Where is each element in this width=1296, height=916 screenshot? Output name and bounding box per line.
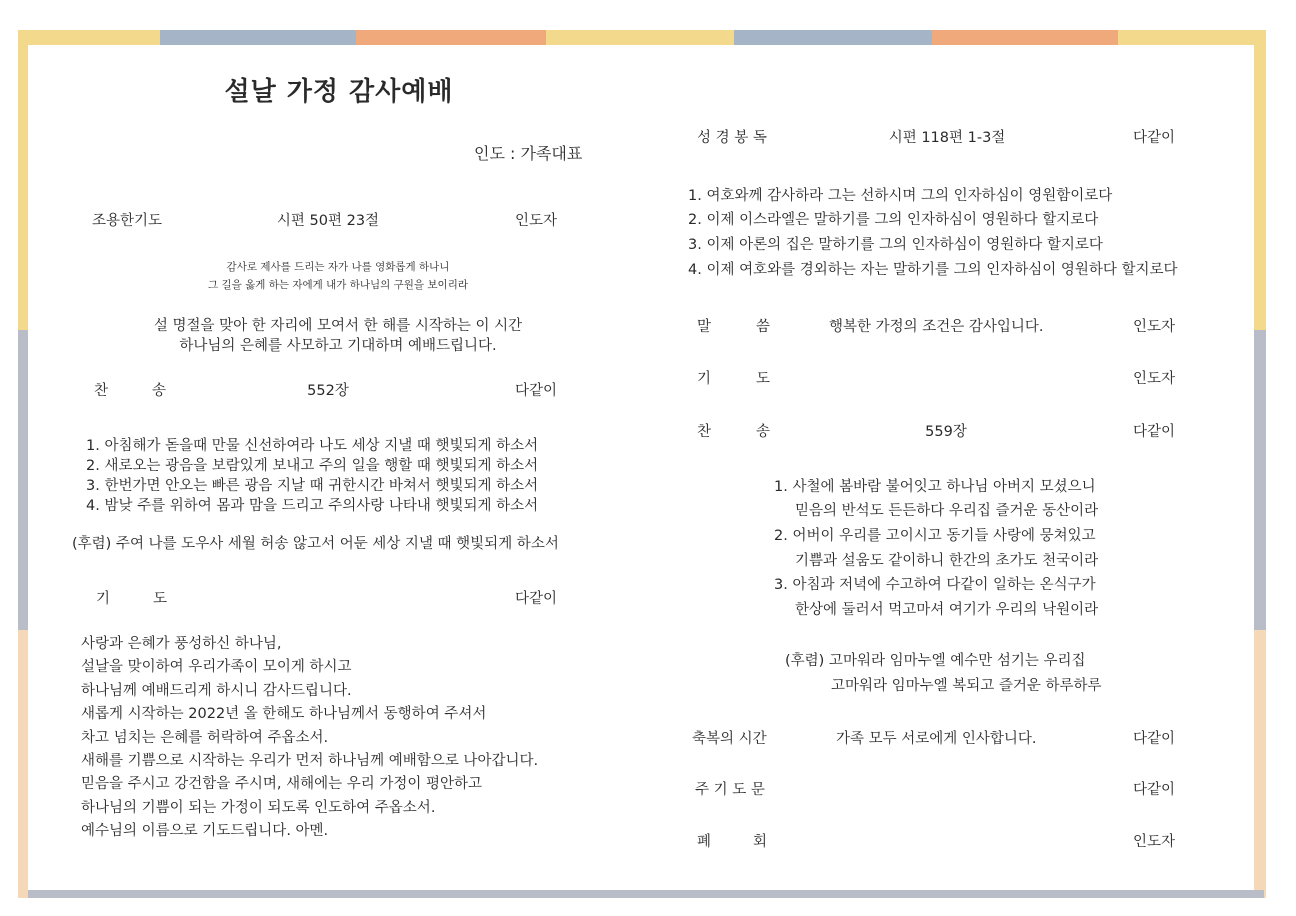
sermon-label-a: 말	[697, 319, 712, 335]
left-color-band	[18, 45, 28, 898]
hymn-refrain: (후렴) 주여 나를 도우사 세월 허송 않고서 어둔 세상 지낼 때 햇빛되게 하소서	[72, 536, 559, 552]
right-hymn-verse: 3. 아침과 저녁에 수고하여 다같이 일하는 온식구가	[774, 577, 1096, 593]
sermon-label-b: 씀	[756, 319, 771, 335]
prayer-line: 하나님의 기쁨이 되는 가정이 되도록 인도하여 주옵소서.	[81, 800, 436, 816]
blessing-leader: 다같이	[1133, 731, 1176, 747]
right-prayer-label-a: 기	[697, 371, 712, 387]
right-hymn-verse: 한상에 둘러서 먹고마셔 여기가 우리의 낙원이라	[795, 602, 1099, 618]
hymn-label-b: 송	[152, 383, 167, 399]
silent-prayer-label: 조용한기도	[92, 213, 163, 229]
right-hymn-verse: 믿음의 반석도 든든하다 우리집 즐거운 동산이라	[795, 503, 1099, 519]
right-hymn-refrain: 고마워라 임마누엘 복되고 즐거운 하루하루	[831, 678, 1102, 694]
right-prayer-leader: 인도자	[1133, 371, 1176, 387]
right-hymn-verse: 기쁨과 설움도 같이하니 한간의 초가도 천국이라	[795, 553, 1099, 569]
hymn-number: 552장	[307, 383, 349, 399]
hymn-verse: 1. 아침해가 돋을때 만물 신선하여라 나도 세상 지낼 때 햇빛되게 하소서	[86, 438, 539, 454]
right-hymn-verse: 1. 사철에 봄바람 불어잇고 하나님 아버지 모셨으니	[774, 479, 1096, 495]
right-hymn-label-b: 송	[756, 424, 771, 440]
prayer-line: 사랑과 은혜가 풍성하신 하나님,	[81, 636, 282, 652]
prayer-line: 차고 넘치는 은혜를 허락하여 주옵소서.	[81, 730, 329, 746]
right-hymn-verse: 2. 어버이 우리를 고이시고 동기들 사랑에 뭉쳐있고	[774, 528, 1096, 544]
right-hymn-label-a: 찬	[697, 424, 712, 440]
hymn-verse: 2. 새로오는 광음을 보람있게 보내고 주의 일을 행할 때 햇빛되게 하소서	[86, 458, 539, 474]
leader-line: 인도 : 가족대표	[474, 144, 583, 163]
intro-line: 하나님의 은혜를 사모하고 기대하며 예배드립니다.	[179, 338, 497, 354]
prayer-line: 믿음을 주시고 강건함을 주시며, 새해에는 우리 가정이 평안하고	[81, 776, 483, 792]
top-color-band	[18, 30, 1266, 45]
sermon-leader: 인도자	[1133, 319, 1176, 335]
prayer-line: 새롭게 시작하는 2022년 올 한해도 하나님께서 동행하여 주셔서	[81, 706, 487, 722]
right-prayer-label-b: 도	[756, 371, 771, 387]
scripture-leader: 다같이	[1133, 130, 1176, 146]
prayer-leader: 다같이	[515, 591, 558, 607]
prayer-line: 새해를 기쁨으로 시작하는 우리가 먼저 하나님께 예배함으로 나아갑니다.	[81, 753, 539, 769]
verse-line: 감사로 제사를 드리는 자가 나를 영화롭게 하나니	[226, 261, 450, 273]
scripture-line: 3. 이제 아론의 집은 말하기를 그의 인자하심이 영원하다 할지로다	[688, 237, 1103, 253]
lords-prayer-label: 주 기 도 문	[695, 782, 765, 798]
prayer-line: 설날을 맞이하여 우리가족이 모이게 하시고	[81, 659, 352, 675]
hymn-leader: 다같이	[515, 383, 558, 399]
blessing-label: 축복의 시간	[692, 731, 767, 747]
hymn-verse: 3. 한번가면 안오는 빠른 광음 지날 때 귀한시간 바쳐서 햇빛되게 하소서	[86, 478, 539, 494]
scripture-line: 1. 여호와께 감사하라 그는 선하시며 그의 인자하심이 영원함이로다	[688, 188, 1113, 204]
right-hymn-leader: 다같이	[1133, 424, 1176, 440]
blessing-text: 가족 모두 서로에게 인사합니다.	[836, 731, 1037, 747]
closing-label-a: 폐	[697, 834, 712, 850]
page-title: 설날 가정 감사예배	[224, 77, 454, 107]
verse-line: 그 길을 옳게 하는 자에게 내가 하나님의 구원을 보이리라	[208, 279, 468, 291]
lords-prayer-leader: 다같이	[1133, 782, 1176, 798]
hymn-label-a: 찬	[94, 383, 109, 399]
scripture-label: 성 경 봉 독	[697, 130, 767, 146]
right-color-band	[1254, 45, 1266, 898]
scripture-line: 4. 이제 여호와를 경외하는 자는 말하기를 그의 인자하심이 영원하다 할지로다	[688, 262, 1178, 278]
right-hymn-number: 559장	[925, 424, 967, 440]
prayer-label-a: 기	[96, 591, 111, 607]
prayer-label-b: 도	[153, 591, 168, 607]
scripture-line: 2. 이제 이스라엘은 말하기를 그의 인자하심이 영원하다 할지로다	[688, 212, 1099, 228]
closing-label-b: 회	[753, 834, 768, 850]
scripture-passage: 시편 118편 1-3절	[888, 130, 1006, 146]
bottom-color-band	[28, 890, 1264, 898]
intro-line: 설 명절을 맞아 한 자리에 모여서 한 해를 시작하는 이 시간	[153, 318, 523, 334]
hymn-verse: 4. 밤낮 주를 위하여 몸과 맘을 드리고 주의사랑 나타내 햇빛되게 하소서	[86, 498, 539, 514]
closing-leader: 인도자	[1133, 834, 1176, 850]
sermon-title: 행복한 가정의 조건은 감사입니다.	[829, 319, 1044, 335]
prayer-line: 하나님께 예배드리게 하시니 감사드립니다.	[81, 683, 352, 699]
silent-prayer-passage: 시편 50편 23절	[276, 213, 380, 229]
silent-prayer-leader: 인도자	[515, 213, 558, 229]
right-hymn-refrain: (후렴) 고마워라 임마누엘 예수만 섬기는 우리집	[785, 653, 1086, 669]
prayer-line: 예수님의 이름으로 기도드립니다. 아멘.	[81, 823, 329, 839]
